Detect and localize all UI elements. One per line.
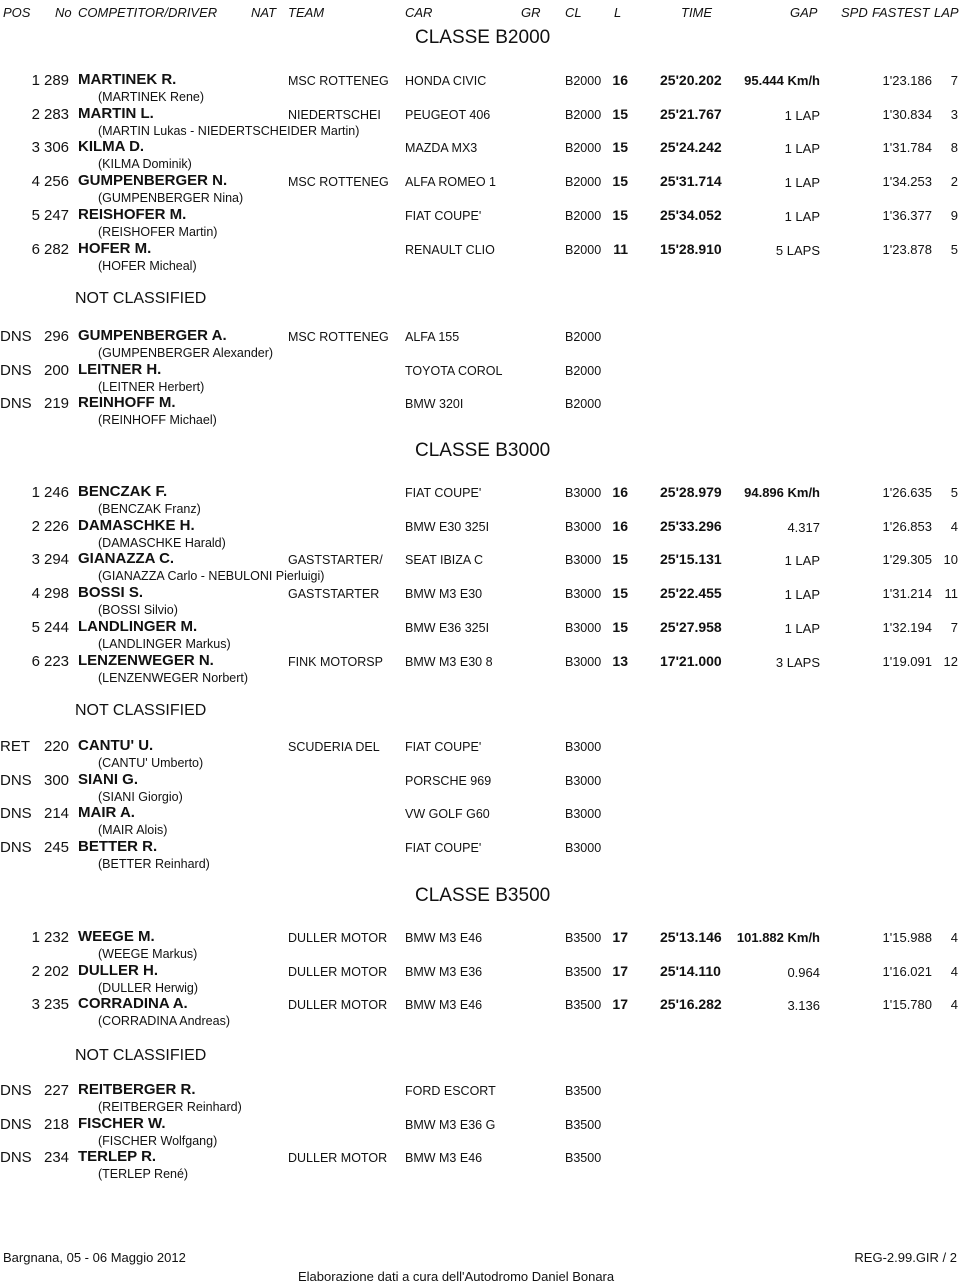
result-row — [0, 929, 960, 963]
car-model: BMW E36 325I — [405, 620, 490, 635]
not-classified-row — [0, 1149, 960, 1183]
header-gr: GR — [521, 5, 541, 20]
car-model: MAZDA MX3 — [405, 141, 478, 156]
not-classified-row — [0, 362, 960, 396]
fastest-lap-number: 2 — [950, 174, 958, 190]
driver-full-name: (BETTER Reinhard) — [98, 857, 210, 872]
driver-full-name: (LEITNER Herbert) — [98, 379, 205, 394]
total-time: 15'28.910 — [660, 240, 722, 257]
status: DNS — [0, 805, 32, 823]
driver-name: REITBERGER R. — [78, 1081, 196, 1098]
car-model: BMW M3 E30 8 — [405, 654, 493, 669]
fastest-lap: 1'36.377 — [882, 207, 932, 223]
driver-name: GUMPENBERGER N. — [78, 172, 228, 190]
car-model: FIAT COUPE' — [405, 740, 482, 754]
car-model: BMW M3 E46 — [405, 931, 483, 945]
laps-count: 16 — [612, 517, 628, 534]
position: 6 — [31, 240, 40, 258]
gap-or-speed: 0.964 — [787, 964, 820, 980]
car-model: BMW M3 E30 — [405, 587, 483, 602]
total-time: 25'28.979 — [660, 484, 722, 500]
position: 3 — [31, 139, 40, 157]
gap-or-speed: 1 LAP — [784, 553, 820, 569]
status: RET — [0, 738, 30, 755]
fastest-lap: 1'32.194 — [882, 619, 932, 635]
fastest-lap-number: 5 — [950, 241, 958, 257]
car-model: HONDA CIVIC — [405, 74, 487, 88]
group: B2000 — [565, 107, 602, 122]
driver-full-name: (GIANAZZA Carlo - NEBULONI Pierluigi) — [98, 569, 325, 584]
fastest-lap-number: 4 — [950, 930, 958, 945]
position: 3 — [31, 551, 40, 569]
driver-full-name: (MARTINEK Rene) — [98, 90, 205, 104]
position: 5 — [31, 618, 40, 636]
group: B2000 — [565, 397, 602, 412]
position: 1 — [31, 484, 40, 501]
total-time: 25'16.282 — [660, 996, 722, 1013]
laps-count: 15 — [612, 139, 628, 156]
not-classified-row — [0, 772, 960, 806]
car-number: 256 — [44, 173, 70, 191]
driver-name: MAIR A. — [78, 804, 135, 822]
fastest-lap-number: 7 — [950, 73, 958, 88]
driver-name: GUMPENBERGER A. — [78, 327, 227, 344]
not-classified-heading: NOT CLASSIFIED — [75, 290, 207, 307]
fastest-lap: 1'23.186 — [882, 73, 932, 88]
driver-name: DAMASCHKE H. — [78, 516, 195, 534]
gap-or-speed: 1 LAP — [784, 620, 820, 636]
group: B3000 — [565, 620, 602, 635]
car-number: 214 — [44, 805, 70, 823]
group: B3000 — [565, 587, 602, 602]
gap-or-speed: 3 LAPS — [775, 654, 820, 670]
status: DNS — [0, 361, 32, 379]
gap-or-speed: 1 LAP — [784, 141, 820, 157]
driver-name: KILMA D. — [78, 138, 145, 156]
status: DNS — [0, 1082, 32, 1099]
group: B2000 — [565, 141, 602, 156]
team-name: SCUDERIA DEL — [288, 740, 380, 754]
car-number: 296 — [44, 328, 70, 345]
car-number: 202 — [44, 962, 70, 980]
car-model: TOYOTA COROL — [405, 363, 503, 378]
driver-name: WEEGE M. — [78, 928, 155, 945]
header-time: TIME — [681, 5, 713, 20]
car-model: PORSCHE 969 — [405, 773, 492, 788]
driver-full-name: (GUMPENBERGER Nina) — [98, 191, 244, 206]
team-name: DULLER MOTOR — [288, 964, 388, 979]
car-number: 226 — [44, 517, 70, 535]
laps-count: 15 — [612, 105, 628, 122]
fastest-lap-number: 4 — [950, 963, 958, 979]
driver-full-name: (MAIR Alois) — [98, 823, 168, 838]
result-row — [0, 173, 960, 207]
driver-full-name: (SIANI Giorgio) — [98, 789, 183, 804]
header-pos: POS — [3, 5, 31, 20]
header-nat: NAT — [251, 5, 277, 20]
laps-count: 15 — [612, 173, 628, 190]
fastest-lap: 1'31.784 — [882, 140, 932, 156]
fastest-lap-number: 11 — [944, 586, 958, 602]
not-classified-row — [0, 395, 960, 429]
car-number: 283 — [44, 105, 70, 123]
car-number: 306 — [44, 139, 70, 157]
not-classified-row — [0, 1082, 960, 1116]
team-name: FINK MOTORSP — [288, 654, 383, 669]
team-name: NIEDERTSCHEI — [288, 107, 381, 122]
driver-name: BENCZAK F. — [78, 483, 168, 500]
result-row — [0, 551, 960, 585]
car-number: 282 — [44, 240, 70, 258]
laps-count: 15 — [612, 551, 628, 568]
car-number: 247 — [44, 206, 70, 224]
car-model: BMW M3 E46 — [405, 1151, 483, 1166]
group: B3500 — [565, 931, 602, 945]
driver-name: BETTER R. — [78, 838, 158, 856]
header-car: CAR — [405, 5, 433, 20]
driver-name: HOFER M. — [78, 239, 152, 257]
group: B3000 — [565, 654, 602, 669]
car-model: FIAT COUPE' — [405, 208, 482, 223]
header-lap: LAP — [934, 5, 959, 20]
header-no: No — [55, 5, 72, 20]
result-row — [0, 518, 960, 552]
team-name: MSC ROTTENEG — [288, 330, 389, 344]
header-gap: GAP — [790, 5, 818, 20]
driver-full-name: (FISCHER Wolfgang) — [98, 1133, 218, 1148]
fastest-lap: 1'26.853 — [882, 518, 932, 534]
gap-or-speed: 94.896 Km/h — [744, 485, 820, 500]
laps-count: 16 — [612, 484, 628, 500]
driver-full-name: (REITBERGER Reinhard) — [98, 1100, 242, 1114]
driver-full-name: (CANTU' Umberto) — [98, 756, 204, 770]
driver-name: CANTU' U. — [78, 737, 154, 754]
gap-or-speed: 3.136 — [787, 998, 820, 1014]
group: B2000 — [565, 175, 602, 190]
car-model: SEAT IBIZA C — [405, 553, 484, 568]
status: DNS — [0, 839, 32, 857]
laps-count: 11 — [613, 240, 628, 257]
fastest-lap: 1'19.091 — [882, 653, 932, 669]
driver-full-name: (WEEGE Markus) — [98, 947, 198, 961]
car-model: FIAT COUPE' — [405, 486, 482, 500]
status: DNS — [0, 771, 32, 789]
fastest-lap-number: 10 — [943, 552, 958, 568]
group: B3500 — [565, 1117, 602, 1132]
car-number: 223 — [44, 652, 70, 670]
fastest-lap-number: 4 — [950, 997, 958, 1013]
header-team: TEAM — [288, 5, 325, 20]
fastest-lap-number: 7 — [950, 619, 958, 635]
fastest-lap: 1'23.878 — [882, 241, 932, 257]
group: B2000 — [565, 208, 602, 223]
fastest-lap: 1'34.253 — [882, 174, 932, 190]
group: B3500 — [565, 998, 602, 1013]
car-number: 232 — [44, 929, 70, 946]
not-classified-heading: NOT CLASSIFIED — [75, 702, 207, 719]
car-model: ALFA 155 — [405, 330, 460, 344]
position: 4 — [31, 585, 40, 603]
total-time: 25'20.202 — [660, 72, 722, 88]
status: DNS — [0, 1149, 32, 1167]
result-row — [0, 241, 960, 275]
laps-count: 15 — [612, 206, 628, 223]
driver-full-name: (TERLEP René) — [98, 1167, 189, 1182]
car-model: PEUGEOT 406 — [405, 107, 491, 122]
team-name: DULLER MOTOR — [288, 998, 388, 1013]
not-classified-row — [0, 328, 960, 362]
status: DNS — [0, 1115, 32, 1133]
driver-name: SIANI G. — [78, 770, 139, 788]
group: B3000 — [565, 519, 602, 534]
driver-full-name: (BOSSI Silvio) — [98, 603, 178, 618]
position: 2 — [31, 105, 40, 123]
group: B3000 — [565, 553, 602, 568]
result-row — [0, 653, 960, 687]
car-model: BMW 320I — [405, 397, 464, 412]
result-row — [0, 996, 960, 1030]
group: B2000 — [565, 330, 602, 344]
driver-name: LEITNER H. — [78, 360, 162, 378]
car-model: RENAULT CLIO — [405, 242, 495, 257]
footer-reg: REG-2.99.GIR / 2 — [854, 1250, 957, 1265]
header-fastest: FASTEST — [872, 5, 930, 20]
gap-or-speed: 1 LAP — [784, 208, 820, 224]
position: 2 — [31, 517, 40, 535]
driver-name: TERLEP R. — [78, 1148, 157, 1166]
total-time: 25'33.296 — [660, 517, 722, 534]
not-classified-row — [0, 1116, 960, 1150]
driver-name: BOSSI S. — [78, 584, 144, 602]
status: DNS — [0, 328, 32, 345]
car-number: 218 — [44, 1115, 70, 1133]
group: B3000 — [565, 841, 602, 856]
car-number: 298 — [44, 585, 70, 603]
group: B3500 — [565, 1084, 602, 1098]
group: B3500 — [565, 964, 602, 979]
not-classified-row — [0, 805, 960, 839]
car-number: 246 — [44, 484, 70, 501]
car-number: 200 — [44, 361, 70, 379]
car-model: VW GOLF G60 — [405, 807, 490, 822]
result-row — [0, 106, 960, 140]
result-row — [0, 72, 960, 106]
result-row — [0, 207, 960, 241]
position: 1 — [31, 72, 40, 89]
car-model: BMW M3 E36 — [405, 964, 483, 979]
fastest-lap-number: 12 — [943, 653, 958, 669]
not-classified-row — [0, 738, 960, 772]
group: B2000 — [565, 74, 602, 88]
gap-or-speed: 1 LAP — [784, 587, 820, 603]
driver-name: DULLER H. — [78, 961, 158, 979]
driver-name: MARTIN L. — [78, 104, 154, 122]
position: 3 — [31, 996, 40, 1014]
total-time: 25'22.455 — [660, 585, 722, 602]
driver-full-name: (MARTIN Lukas - NIEDERTSCHEIDER Martin) — [98, 123, 360, 138]
driver-name: CORRADINA A. — [78, 995, 188, 1013]
car-number: 245 — [44, 839, 70, 857]
gap-or-speed: 4.317 — [787, 519, 820, 535]
total-time: 25'13.146 — [660, 929, 722, 945]
driver-full-name: (DULLER Herwig) — [98, 980, 199, 995]
header-l: L — [614, 5, 622, 20]
result-row — [0, 963, 960, 997]
total-time: 25'27.958 — [660, 618, 722, 635]
team-name: MSC ROTTENEG — [288, 175, 389, 190]
result-row — [0, 139, 960, 173]
car-number: 244 — [44, 618, 70, 636]
driver-full-name: (HOFER Micheal) — [98, 258, 197, 273]
header-cl: CL — [565, 5, 582, 20]
fastest-lap-number: 5 — [950, 485, 958, 500]
car-number: 234 — [44, 1149, 70, 1167]
total-time: 25'31.714 — [660, 173, 722, 190]
class-title: CLASSE B2000 — [415, 27, 551, 48]
car-number: 289 — [44, 72, 70, 89]
fastest-lap: 1'29.305 — [882, 552, 932, 568]
position: 1 — [31, 929, 40, 946]
gap-or-speed: 101.882 Km/h — [736, 930, 820, 945]
position: 6 — [31, 652, 40, 670]
fastest-lap-number: 9 — [950, 207, 958, 223]
driver-name: GIANAZZA C. — [78, 550, 175, 568]
car-number: 235 — [44, 996, 70, 1014]
driver-full-name: (LANDLINGER Markus) — [98, 636, 231, 651]
total-time: 25'34.052 — [660, 206, 722, 223]
driver-name: LANDLINGER M. — [78, 617, 198, 635]
laps-count: 17 — [612, 929, 628, 945]
header-competitor: COMPETITOR/DRIVER — [78, 5, 218, 20]
car-model: BMW M3 E36 G — [405, 1117, 496, 1132]
total-time: 25'14.110 — [660, 962, 721, 979]
total-time: 17'21.000 — [660, 652, 722, 669]
gap-or-speed: 1 LAP — [784, 107, 820, 123]
laps-count: 15 — [612, 618, 628, 635]
driver-name: REINHOFF M. — [78, 394, 176, 412]
fastest-lap-number: 4 — [950, 518, 958, 534]
fastest-lap-number: 8 — [950, 140, 958, 156]
team-name: DULLER MOTOR — [288, 1151, 388, 1166]
laps-count: 16 — [612, 72, 628, 88]
car-number: 220 — [44, 738, 70, 755]
driver-full-name: (REINHOFF Michael) — [98, 413, 217, 428]
car-model: ALFA ROMEO 1 — [405, 175, 497, 190]
fastest-lap: 1'26.635 — [882, 485, 932, 500]
gap-or-speed: 95.444 Km/h — [744, 73, 820, 88]
gap-or-speed: 1 LAP — [784, 175, 820, 191]
driver-full-name: (REISHOFER Martin) — [98, 224, 218, 239]
car-number: 219 — [44, 395, 70, 413]
fastest-lap: 1'16.021 — [882, 963, 932, 979]
not-classified-heading: NOT CLASSIFIED — [75, 1047, 207, 1064]
position: 5 — [31, 206, 40, 224]
laps-count: 15 — [612, 585, 628, 602]
driver-full-name: (DAMASCHKE Harald) — [98, 535, 226, 550]
laps-count: 17 — [612, 962, 628, 979]
fastest-lap-number: 3 — [950, 106, 958, 122]
group: B3000 — [565, 486, 602, 500]
fastest-lap: 1'31.214 — [882, 586, 932, 602]
team-name: MSC ROTTENEG — [288, 74, 389, 88]
group: B2000 — [565, 242, 602, 257]
driver-name: REISHOFER M. — [78, 205, 187, 223]
gap-or-speed: 5 LAPS — [775, 242, 820, 258]
laps-count: 13 — [612, 652, 628, 669]
group: B3000 — [565, 740, 602, 754]
group: B3000 — [565, 807, 602, 822]
class-title: CLASSE B3500 — [415, 885, 551, 906]
result-row — [0, 619, 960, 653]
group: B2000 — [565, 363, 602, 378]
group: B3000 — [565, 773, 602, 788]
footer-location-date: Bargnana, 05 - 06 Maggio 2012 — [3, 1250, 186, 1265]
driver-full-name: (CORRADINA Andreas) — [98, 1014, 230, 1029]
driver-full-name: (BENCZAK Franz) — [98, 502, 201, 516]
result-row — [0, 484, 960, 518]
driver-name: FISCHER W. — [78, 1114, 166, 1132]
car-number: 227 — [44, 1082, 70, 1099]
total-time: 25'24.242 — [660, 139, 722, 156]
car-model: FIAT COUPE' — [405, 841, 482, 856]
car-model: BMW E30 325I — [405, 519, 490, 534]
driver-full-name: (KILMA Dominik) — [98, 157, 192, 172]
fastest-lap: 1'30.834 — [882, 106, 932, 122]
driver-full-name: (LENZENWEGER Norbert) — [98, 670, 249, 685]
position: 4 — [31, 173, 40, 191]
fastest-lap: 1'15.988 — [882, 930, 932, 945]
position: 2 — [31, 962, 40, 980]
driver-full-name: (GUMPENBERGER Alexander) — [98, 346, 274, 360]
status: DNS — [0, 395, 32, 413]
fastest-lap: 1'15.780 — [882, 997, 932, 1013]
header-spd: SPD — [841, 5, 868, 20]
team-name: GASTSTARTER/ — [288, 553, 383, 568]
total-time: 25'21.767 — [660, 105, 722, 122]
car-number: 294 — [44, 551, 70, 569]
driver-name: LENZENWEGER N. — [78, 651, 214, 669]
car-number: 300 — [44, 771, 70, 789]
group: B3500 — [565, 1151, 602, 1166]
not-classified-row — [0, 839, 960, 873]
car-model: BMW M3 E46 — [405, 998, 483, 1013]
team-name: GASTSTARTER — [288, 587, 380, 602]
class-title: CLASSE B3000 — [415, 440, 551, 461]
result-row — [0, 585, 960, 619]
total-time: 25'15.131 — [660, 551, 722, 568]
laps-count: 17 — [612, 996, 628, 1013]
footer-credit: Elaborazione dati a cura dell'Autodromo Daniel Bonara — [298, 1269, 615, 1284]
team-name: DULLER MOTOR — [288, 931, 388, 945]
car-model: FORD ESCORT — [405, 1084, 496, 1098]
driver-name: MARTINEK R. — [78, 71, 177, 88]
